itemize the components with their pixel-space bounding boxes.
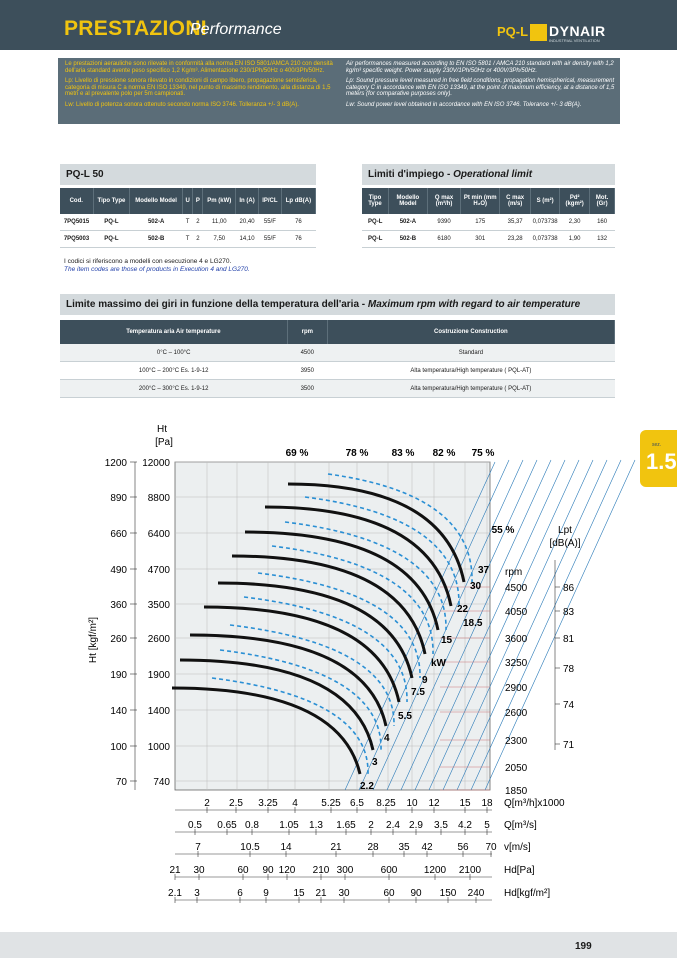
lpt-tick: 81	[563, 634, 575, 645]
x-tick: 3.5	[434, 820, 448, 831]
table2-header-cell: S (m²)	[531, 188, 560, 214]
y-kgf-tick: 660	[110, 529, 127, 540]
rpm-tick: 3600	[505, 634, 528, 645]
x-tick: 7	[195, 842, 201, 853]
table3-cell: 3500	[287, 380, 327, 398]
table2-header-cell: Q max (m³/h)	[427, 188, 460, 214]
table2-cell: 301	[461, 231, 500, 248]
y-kgf-label: Ht [kgf/m²]	[88, 616, 99, 664]
table1-header-cell: U	[182, 188, 193, 214]
kw-label: 7.5	[411, 687, 425, 698]
rpm-tick: 4500	[505, 583, 528, 594]
table3-header-cell: Temperatura aria Air temperature	[60, 320, 287, 344]
x-tick: 42	[421, 842, 433, 853]
x-tick: 30	[338, 888, 350, 899]
intro-it-p3: Lw: Livello di potenza sonora ottenuto secondo norma ISO 3746. Tolleranza +/- 3 dB(A).	[65, 101, 299, 108]
x-tick: 240	[467, 888, 485, 899]
table1-cell: 14,10	[236, 231, 259, 248]
table2-cell: PQ-L	[362, 214, 388, 231]
y-kgf-tick: 1200	[104, 458, 127, 469]
y-pa-tick: 2600	[147, 634, 170, 645]
table2-cell: PQ-L	[362, 231, 388, 248]
intro-it-p1: Le prestazioni aerauliche sono rilevate in conformità alla norma EN ISO 5801/AMCA 210 con densità dell'aria standard avente peso specifico 1,2 Kg/m³. Alimentazione 230/1Ph/50Hz o 400/3Ph/50Hz.	[65, 61, 333, 74]
x-tick: 28	[367, 842, 379, 853]
model-code: PQ-L	[497, 24, 529, 39]
y-pa-tick: 740	[153, 777, 170, 788]
table2-header-cell: Mot. (Gr)	[590, 188, 615, 214]
y-kgf-tick: 100	[110, 742, 127, 753]
table3-cell: 0°C – 100°C	[60, 344, 287, 362]
x-tick: 0.8	[245, 820, 259, 831]
y-kgf-tick: 70	[115, 777, 127, 788]
table3-cell: 100°C – 200°C Es. 1-9-12	[60, 362, 287, 380]
efficiency-label: 55 %	[491, 525, 515, 536]
rpm-tick: 1850	[505, 786, 528, 797]
table1-cell: 55/F	[258, 231, 281, 248]
kw-label: 18.5	[463, 618, 483, 629]
table1-header-cell: Lp dB(A)	[281, 188, 315, 214]
table3-title-en: Maximum rpm with regard to air temperature	[367, 299, 581, 310]
table1-header-cell: Pm (kW)	[203, 188, 236, 214]
table1-cell: 7PQ5015	[60, 214, 93, 231]
x-axis-label: Hd[kgf/m²]	[504, 888, 551, 899]
x-tick: 12	[428, 798, 440, 809]
table2-cell: 6180	[427, 231, 460, 248]
table1-cell: 55/F	[258, 214, 281, 231]
x-tick: 21	[330, 842, 342, 853]
x-tick: 90	[410, 888, 422, 899]
x-tick: 1.65	[336, 820, 356, 831]
y-kgf-tick: 190	[110, 670, 127, 681]
table1-header-cell: P	[193, 188, 203, 214]
kw-label: 2.2	[360, 781, 374, 792]
lpt-label-unit: [dB(A)]	[549, 538, 581, 549]
rpm-tick: 2600	[505, 708, 528, 719]
x-tick: 150	[439, 888, 457, 899]
x-tick: 5	[484, 820, 490, 831]
x-tick: 14	[280, 842, 292, 853]
y-pa-tick: 8800	[147, 493, 170, 504]
x-tick: 210	[312, 865, 330, 876]
y-pa-tick: 12000	[142, 458, 170, 469]
x-tick: 90	[262, 865, 274, 876]
efficiency-label: 78 %	[345, 448, 369, 459]
kw-label: 22	[457, 604, 469, 615]
section-tab-label: sez.	[652, 442, 662, 448]
table3-header-cell: Costruzione Construction	[327, 320, 614, 344]
rpm-tick: 4050	[505, 607, 528, 618]
x-tick: 10	[406, 798, 418, 809]
x-tick: 60	[383, 888, 395, 899]
table2-cell: 35,37	[500, 214, 531, 231]
x-tick: 56	[457, 842, 469, 853]
y-pa-unit: [Pa]	[155, 437, 173, 448]
table1-header-cell: In (A)	[236, 188, 259, 214]
y-pa-tick: 1900	[147, 670, 170, 681]
kw-label: 4	[384, 733, 390, 744]
note-english: The item codes are those of products in Execution 4 and LG270.	[64, 266, 250, 273]
x-tick: 4	[292, 798, 298, 809]
table3-cell: Standard	[327, 344, 614, 362]
table2-title	[362, 164, 615, 185]
table2-header-row	[362, 188, 615, 214]
table1-cell: 502-A	[130, 214, 182, 231]
table3-title-it: Limite massimo dei giri in funzione della temperatura dell'aria -	[66, 299, 368, 310]
y-pa-tick: 6400	[147, 529, 170, 540]
note-italian: I codici si riferiscono a modelli con esecuzione 4 e LG270.	[64, 258, 232, 265]
table2-cell: 23,28	[500, 231, 531, 248]
x-tick: 2.1	[168, 888, 182, 899]
rpm-tick: 2900	[505, 683, 528, 694]
x-tick: 2100	[458, 865, 482, 876]
x-tick: 6.5	[350, 798, 364, 809]
table2-header-cell: Modello Model	[388, 188, 427, 214]
x-tick: 1200	[423, 865, 447, 876]
x-tick: 15	[459, 798, 471, 809]
performance-chart	[0, 415, 677, 915]
x-tick: 0.65	[217, 820, 237, 831]
brand-logo-icon	[530, 24, 547, 41]
intro-it-p2: Lp: Livello di pressione sonora rilevato in condizioni di campo libero, propagazione semisferica, categoria di misura C a norma EN ISO 13349, nel punto di massimo rendimento, alla distanza di 1,5 metri e al prevalente polo per 5m campionati.	[65, 78, 331, 98]
table2-cell: 132	[590, 231, 615, 248]
x-tick: 2.5	[229, 798, 243, 809]
x-tick: 18	[481, 798, 493, 809]
kw-label: 3	[372, 757, 378, 768]
x-tick: 3	[194, 888, 200, 899]
table3-header-row	[60, 320, 615, 344]
page-subtitle: Performance	[190, 21, 282, 38]
x-tick: 0.5	[188, 820, 202, 831]
lpt-label-top: Lpt	[558, 525, 572, 536]
y-kgf-tick: 890	[110, 493, 127, 504]
efficiency-label: 82 %	[432, 448, 456, 459]
table1-cell: 7PQ5003	[60, 231, 93, 248]
x-tick: 10.5	[240, 842, 260, 853]
kw-label: 5.5	[398, 711, 412, 722]
table2-title-it: Limiti d'impiego -	[368, 169, 454, 180]
x-tick: 2.4	[386, 820, 400, 831]
table1-header-row	[60, 188, 316, 214]
table2-cell: 502-A	[388, 214, 427, 231]
table2-header-cell: Tipo Type	[362, 188, 388, 214]
x-tick: 2	[204, 798, 210, 809]
efficiency-label: 75 %	[471, 448, 495, 459]
x-tick: 600	[380, 865, 398, 876]
intro-en-p3: Lw: Sound power level obtained in accordance with EN ISO 3746. Tolerance +/- 3 dB(A).	[346, 101, 582, 108]
x-tick: 4.2	[458, 820, 472, 831]
intro-en-p2: Lp: Sound pressure level measured in free field conditions, propagation hemispherical, measurement category C in accordance with EN ISO 13349, at the point of maximum efficiency, at a distance of 1,5 meters (for comparative purposes only).	[346, 78, 615, 98]
rpm-label: rpm	[505, 567, 523, 578]
table2-header-cell: Pt min (mm H₂O)	[461, 188, 500, 214]
table1-header-cell: Modello Model	[130, 188, 182, 214]
table2-row	[362, 231, 615, 248]
efficiency-label: 83 %	[391, 448, 415, 459]
lpt-tick: 71	[563, 740, 575, 751]
efficiency-label: 69 %	[285, 448, 309, 459]
table1-cell: 76	[281, 231, 315, 248]
table1	[60, 188, 316, 248]
x-tick: 3.25	[258, 798, 278, 809]
lpt-tick: 83	[563, 607, 575, 618]
table2-cell: 1,90	[560, 231, 590, 248]
page-title: PRESTAZIONI	[64, 17, 207, 40]
table1-header-cell: Cod.	[60, 188, 93, 214]
kw-unit-label: kW	[431, 658, 446, 669]
table2-row	[362, 214, 615, 231]
table1-cell: 2	[193, 214, 203, 231]
table3-cell: 4500	[287, 344, 327, 362]
intro-en-p1: Air performances measured according to EN ISO 5801 / AMCA 210 standard with air density with 1,2 kg/m³ specific weight. Power supply 230V/1Ph/50Hz or 400V/3Ph/50Hz.	[346, 61, 614, 74]
rpm-tick: 2300	[505, 736, 528, 747]
x-axis-label: Hd[Pa]	[504, 865, 535, 876]
y-pa-tick: 4700	[147, 565, 170, 576]
table1-row	[60, 231, 316, 248]
table3-cell: 200°C – 300°C Es. 1-9-12	[60, 380, 287, 398]
table2-title-en: Operational limit	[453, 169, 533, 180]
table3	[60, 320, 615, 398]
x-tick: 120	[278, 865, 296, 876]
y-pa-tick: 3500	[147, 600, 170, 611]
x-tick: 21	[169, 865, 181, 876]
y-pa-label: Ht	[157, 424, 167, 435]
table2-cell: 2,30	[560, 214, 590, 231]
x-tick: 6	[237, 888, 243, 899]
table3-header-cell: rpm	[287, 320, 327, 344]
table3-cell: Alta temperatura/High temperature ( PQL-AT)	[327, 362, 614, 380]
x-tick: 35	[398, 842, 410, 853]
lpt-tick: 74	[563, 700, 575, 711]
table1-header-cell: IP/CL	[258, 188, 281, 214]
kw-label: 15	[441, 635, 453, 646]
kw-label: 30	[470, 581, 482, 592]
y-kgf-tick: 490	[110, 565, 127, 576]
table3-row	[60, 362, 615, 380]
lpt-tick: 78	[563, 664, 575, 675]
table1-header-cell: Tipo Type	[93, 188, 130, 214]
rpm-tick: 2050	[505, 763, 528, 774]
table2-cell: 175	[461, 214, 500, 231]
table2-cell: 160	[590, 214, 615, 231]
intro-italian	[65, 61, 335, 113]
x-tick: 30	[193, 865, 205, 876]
lpt-tick: 86	[563, 583, 575, 594]
x-tick: 21	[315, 888, 327, 899]
y-kgf-tick: 260	[110, 634, 127, 645]
kw-label: 9	[422, 675, 428, 686]
x-tick: 15	[293, 888, 305, 899]
table1-cell: 2	[193, 231, 203, 248]
x-tick: 70	[485, 842, 497, 853]
table3-row	[60, 380, 615, 398]
chart-system-line	[471, 460, 621, 790]
y-kgf-tick: 360	[110, 600, 127, 611]
x-tick: 8.25	[376, 798, 396, 809]
table2-cell: 502-B	[388, 231, 427, 248]
x-axis-label: v[m/s]	[504, 842, 531, 853]
table3-cell: Alta temperatura/High temperature ( PQL-AT)	[327, 380, 614, 398]
x-tick: 1.05	[279, 820, 299, 831]
table2-header-cell: C max (m/s)	[500, 188, 531, 214]
section-tab-number: 1.5	[646, 449, 677, 474]
table1-row	[60, 214, 316, 231]
table1-cell: T	[182, 214, 193, 231]
page-number: 199	[575, 941, 592, 952]
y-kgf-tick: 140	[110, 706, 127, 717]
table1-cell: 502-B	[130, 231, 182, 248]
kw-label: 37	[478, 565, 490, 576]
table2-cell: 9390	[427, 214, 460, 231]
table1-cell: PQ-L	[93, 231, 130, 248]
table3-row	[60, 344, 615, 362]
table1-title: PQ-L 50	[60, 164, 316, 185]
table2-cell: 0,073738	[531, 214, 560, 231]
table1-cell: 11,00	[203, 214, 236, 231]
brand-name: DYNAIR	[549, 23, 606, 39]
x-tick: 2.9	[409, 820, 423, 831]
table1-cell: T	[182, 231, 193, 248]
x-tick: 2	[368, 820, 374, 831]
x-axis-label: Q[m³/s]	[504, 820, 537, 831]
table1-cell: 20,40	[236, 214, 259, 231]
rpm-tick: 3250	[505, 658, 528, 669]
table2-cell: 0,073738	[531, 231, 560, 248]
table1-cell: 7,50	[203, 231, 236, 248]
x-tick: 60	[237, 865, 249, 876]
table3-cell: 3950	[287, 362, 327, 380]
x-axis-label: Q[m³/h]x1000	[504, 798, 565, 809]
x-tick: 5.25	[321, 798, 341, 809]
table2-header-cell: Pd² (kgm²)	[560, 188, 590, 214]
table1-cell: 76	[281, 214, 315, 231]
table2	[362, 188, 615, 248]
y-pa-tick: 1000	[147, 742, 170, 753]
table3-title	[60, 294, 615, 315]
brand-tagline: INDUSTRIAL VENTILATION	[549, 38, 600, 43]
x-tick: 9	[263, 888, 269, 899]
table-notes	[64, 258, 250, 274]
intro-english	[346, 61, 618, 113]
y-pa-tick: 1400	[147, 706, 170, 717]
x-tick: 1.3	[309, 820, 323, 831]
x-tick: 300	[336, 865, 354, 876]
table1-cell: PQ-L	[93, 214, 130, 231]
